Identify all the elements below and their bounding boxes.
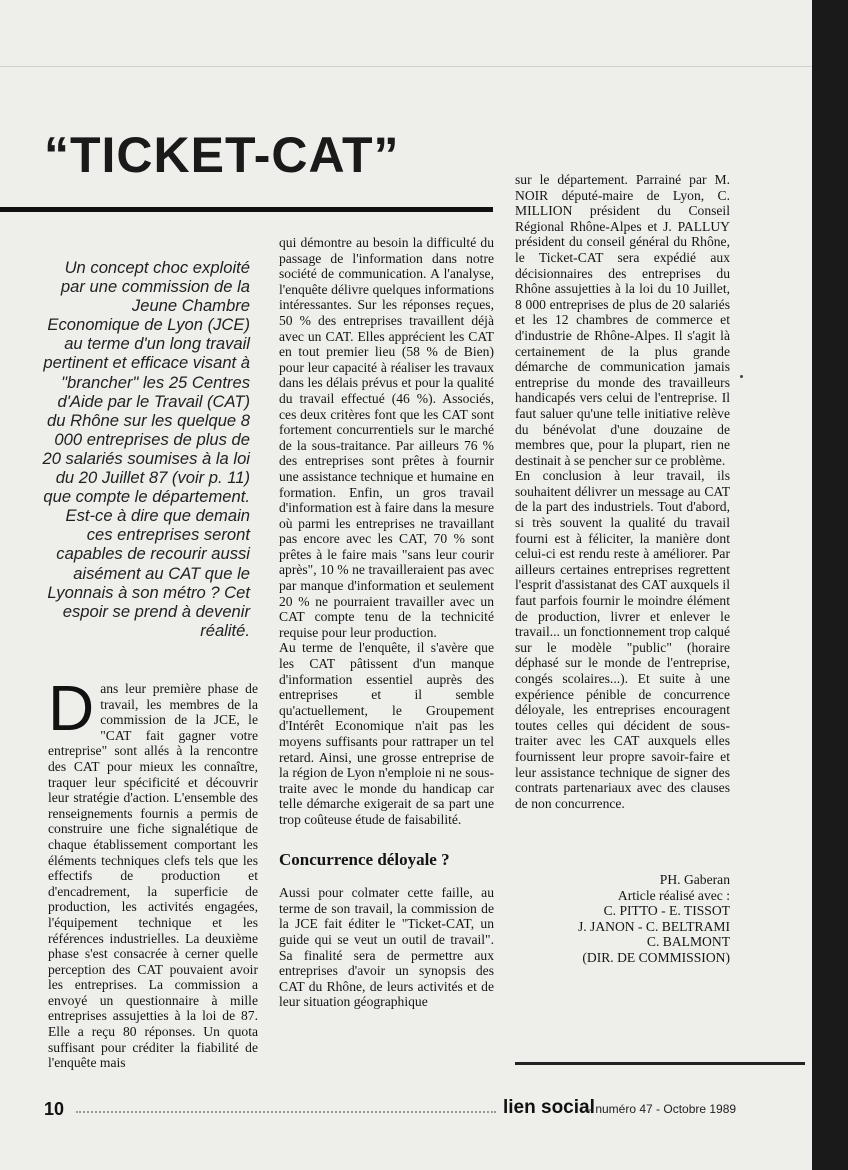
credit-author: PH. Gaberan: [659, 872, 730, 887]
magazine-brand: lien social: [503, 1097, 595, 1118]
credit-line: Article réalisé avec :: [617, 887, 730, 903]
article-intro: Un concept choc exploité par une commission de la Jeune Chambre Economique de Lyon (JCE) au terme d'un long travail pertinent et efficace visant à "brancher" les 25 Centres d'Aide par le Travail (CAT) du Rhône sur les quelque 8 000 entreprises de plus de 20 salariés soumises à la loi du 20 Juillet 87 (voir p. 11) que compte le département. Est-ce à dire que demain ces entreprises seront capables de recourir aussi aisément au CAT que le Lyonnais à son métro ? Cet espoir se prend à devenir réalité.: [42, 258, 250, 640]
column-2-paragraph-2: Au terme de l'enquête, il s'avère que les CAT pâtissent d'un manque d'information essentiel auprès des entreprises et il semble qu'actuellement, le Groupement d'Intérêt Economique n'ait pas les moyens suffisants pour rattraper un tel retard. Ainsi, une grosse entreprise de la région de Lyon n'emploie ni ne sous-traite avec le monde du handicap car telle démarche exigerait de sa part une trop coûteuse étude de faisabilité.: [279, 640, 494, 827]
title-rule: [0, 207, 493, 212]
credit-line: C. PITTO - E. TISSOT: [603, 903, 730, 919]
column-1-text: ans leur première phase de travail, les membres de la commission de la JCE, le "CAT fait gagner votre entreprise" sont allés à la rencontre des CAT pour mieux les connaître, traquer leur spécificité et découvrir leur stratégie d'action. L'ensemble des renseignements fournis a permis de construire une fiche signalétique de chaque établissement comportant les éléments techniques clefs tels que les effectifs de production et d'encadrement, la superficie de production, les activités engagées, l'équipement technique et les références industrielles. La deuxième phase s'est consacrée à cerner quelle perception des CAT pouvaient avoir les entreprises. La commission a envoyé un questionnaire à mille entreprises assujetties à la loi de 87. Elle a reçu 80 réponses. Un quota suffisant pour créditer la fiabilité de l'enquête mais: [48, 681, 258, 1071]
credit-line: (DIR. DE COMMISSION): [582, 949, 730, 965]
section-subheading: Concurrence déloyale ?: [279, 849, 450, 869]
article-title: “TICKET-CAT”: [44, 127, 400, 183]
issue-info: - numéro 47 - Octobre 1989: [588, 1102, 737, 1116]
column-3-paragraph-2: En conclusion à leur travail, ils souhaitent délivrer un message au CAT de la part des industriels. Tout d'abord, si très souvent la qualité du travail fourni est à féliciter, la manière dont celui-ci est rendu reste à améliorer. Par ailleurs certaines entreprises regrettent l'esprit d'assistanat des CAT auxquels il faut parfois fournir le moindre élément de production, livrer et enlever le travail... un fonctionnement trop calqué sur le modèle "public" (horaire déphasé sur le monde de l'entreprise, congés scolaires...). Et suite à une expérience pénible de concurrence déloyale, les entreprises encouragent toutes celles qui décident de sous-traiter avec les CAT auxquels elles fournissent leur propre savoir-faire et leur assistance technique de signer des contrats partenariaux avec des clauses de non concurrence.: [515, 468, 730, 811]
bottom-rule: [515, 1062, 805, 1065]
article-credits: [515, 872, 730, 966]
article-column-3: [515, 172, 730, 811]
column-3-paragraph-1: sur le département. Parrainé par M. NOIR député-maire de Lyon, C. MILLION président du Conseil Régional Rhône-Alpes et J. PALLUY président du conseil général du Rhône, le Ticket-CAT sera expédié aux décisionnaires des entreprises du Rhône assujetties à la loi du 10 Juillet, 8 000 entreprises de plus de 20 salariés et les 12 chambres de commerce et d'industrie de Rhône-Alpes. Il s'agit là certainement de la plus grande démarche de communication jamais entreprise du monde des travailleurs handicapés vers celui de l'entreprise. Il faut saluer qu'une telle initiative relève du bénévolat d'une douzaine de membres que, pour la plupart, rien ne destinait à se pencher sur ce problème.: [515, 172, 730, 468]
drop-cap: D: [48, 672, 95, 744]
column-2-paragraph-3: Aussi pour colmater cette faille, au terme de son travail, la commission de la JCE fait éditer le "Ticket-CAT, un guide qui se veut un outil de travail". Sa finalité sera de permettre aux entreprises d'avoir un synopsis des CAT du Rhône, de leurs activités et de leur situation géographique: [279, 885, 494, 1010]
scan-mark: [740, 375, 743, 378]
credit-line: J. JANON - C. BELTRAMI: [577, 918, 730, 934]
column-2-paragraph-1: qui démontre au besoin la difficulté du passage de l'information dans notre société de communication. A l'analyse, l'enquête délivre quelques informations intéressantes. Sur les réponses reçues, 50 % des entreprises travaillent déjà avec un CAT. Elles apprécient les CAT en tout premier lieu (58 % de Bien) pour leur capacité à réaliser les travaux dans les délais prévus et pour la qualité du travail effectué (46 %). Associés, ces deux critères font que les CAT sont fortement concurrentiels sur le marché de la sous-traitance. Par ailleurs 76 % des entreprises sont prêtes à fournir une assistance technique et humaine en formation. Enfin, un gros travail d'information est à faire dans la mesure où parmi les entreprises ne travaillant pas encore avec les CAT, 70 % sont prêtes à le faire mais "sans leur courir après", 10 % ne travailleraient pas avec par manque d'information et seulement 20 % ne pourraient travailler avec un CAT compte tenu de la technicité requise pour leur production.: [279, 235, 494, 640]
article-column-1: [48, 672, 258, 1071]
footer-dotted-rule: [76, 1111, 496, 1115]
credit-line: C. BALMONT: [646, 934, 730, 950]
article-column-2: [279, 235, 494, 1010]
page-number: 10: [44, 1099, 65, 1119]
